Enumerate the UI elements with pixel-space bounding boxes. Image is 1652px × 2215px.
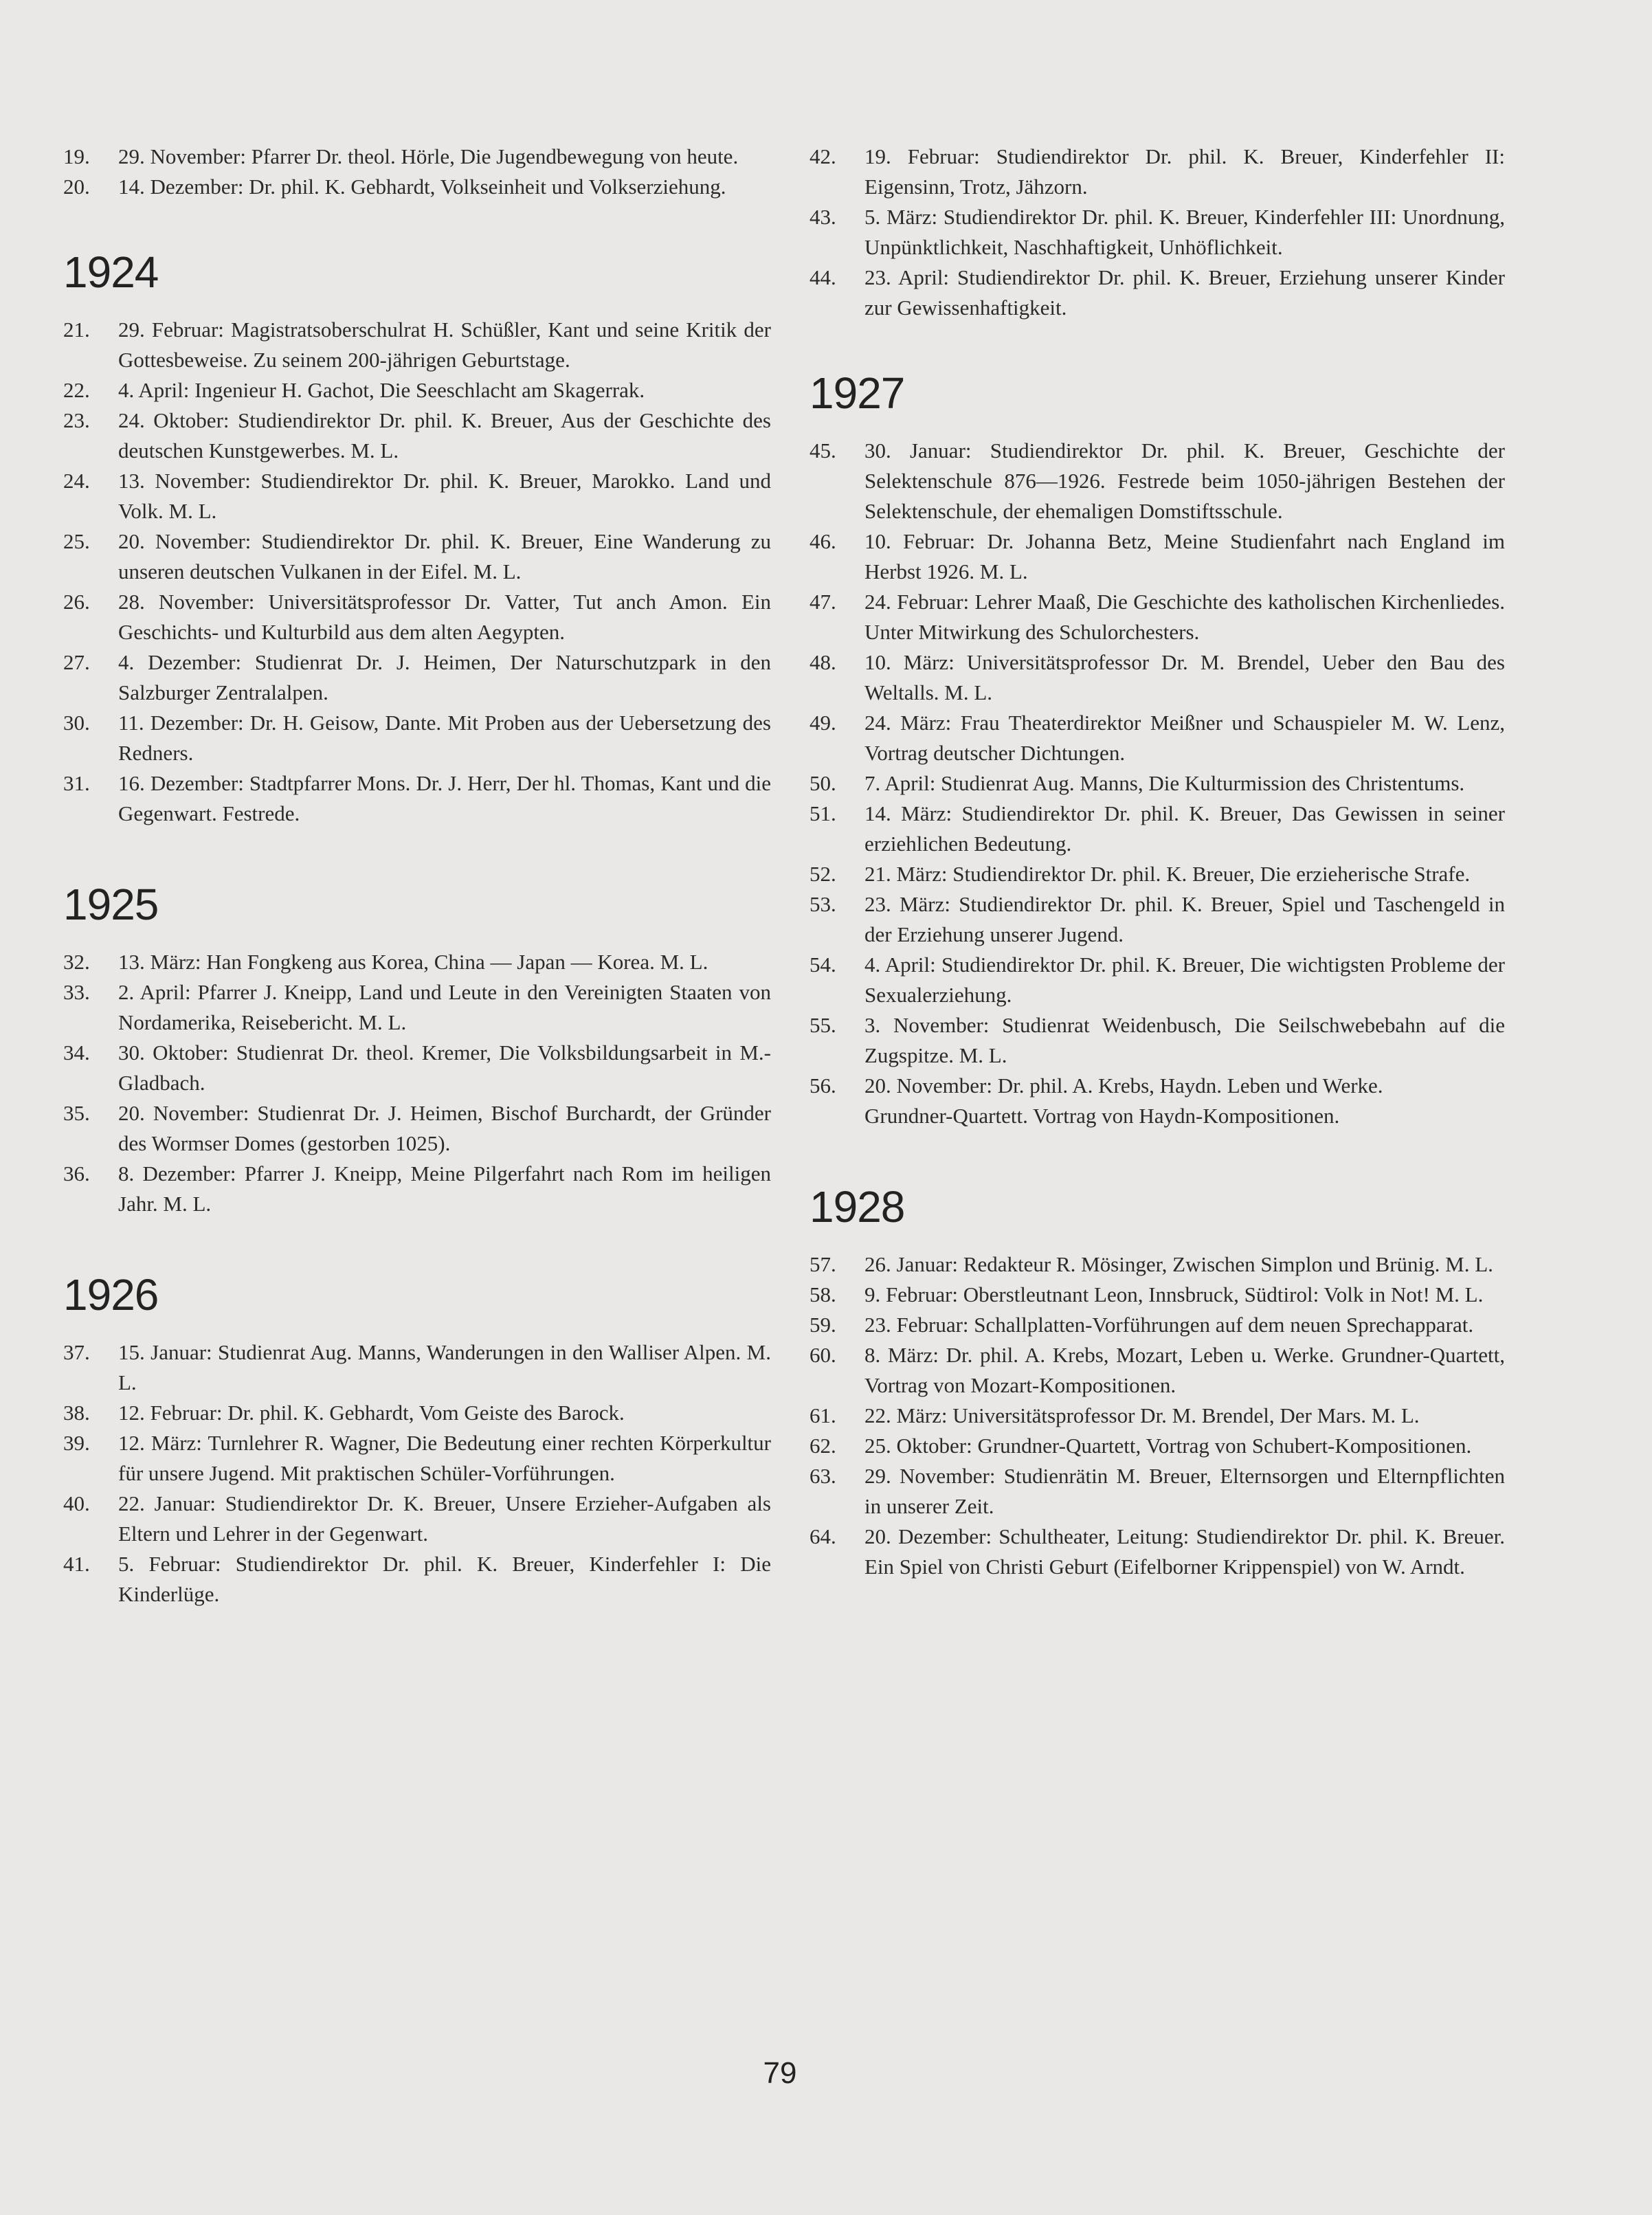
entry-number: 27. xyxy=(63,650,90,674)
entry-number: 34. xyxy=(63,1040,90,1065)
list-item xyxy=(63,768,771,829)
entry-number: 24. xyxy=(63,469,90,493)
entry-number: 53. xyxy=(810,892,836,916)
entry-number: 19. xyxy=(63,144,90,168)
list-item xyxy=(63,1549,771,1610)
list-item xyxy=(810,202,1505,263)
entry-text: 8. Dezember: Pfarrer J. Kneipp, Meine Pilgerfahrt nach Rom im heiligen Jahr. M. L. xyxy=(118,1161,771,1216)
list-item xyxy=(810,263,1505,323)
entry-text: 22. Januar: Studiendirektor Dr. K. Breuer, Unsere Erzieher-Aufgaben als Eltern und Lehrer in der Gegenwart. xyxy=(118,1491,771,1546)
entry-continuation: Grundner-Quartett. Vortrag von Haydn-Kompositionen. xyxy=(864,1104,1340,1128)
list-item xyxy=(810,799,1505,859)
entry-text: 4. April: Studiendirektor Dr. phil. K. Breuer, Die wichtigsten Probleme der Sexualerziehung. xyxy=(864,953,1505,1007)
list-item xyxy=(63,647,771,708)
entry-text: 24. März: Frau Theaterdirektor Meißner und Schauspieler M. W. Lenz, Vortrag deutscher Dichtungen. xyxy=(864,711,1505,765)
entry-text: 20. Dezember: Schultheater, Leitung: Studiendirektor Dr. phil. K. Breuer. Ein Spiel von Christi Geburt (Eifelborner Krippenspiel) von W. Arndt. xyxy=(864,1524,1505,1579)
entry-number: 42. xyxy=(810,144,836,168)
list-item xyxy=(63,1489,771,1549)
entry-text: 24. Oktober: Studiendirektor Dr. phil. K. Breuer, Aus der Geschichte des deutschen Kunstgewerbes. M. L. xyxy=(118,408,771,463)
entry-text: 20. November: Dr. phil. A. Krebs, Haydn. Leben und Werke. xyxy=(864,1073,1383,1098)
list-item xyxy=(810,1071,1505,1101)
entry-number: 56. xyxy=(810,1073,836,1098)
entry-text: 9. Februar: Oberstleutnant Leon, Innsbruck, Südtirol: Volk in Not! M. L. xyxy=(864,1282,1484,1306)
entry-text: 4. April: Ingenieur H. Gachot, Die Seeschlacht am Skagerrak. xyxy=(118,378,645,402)
entry-text: 20. November: Studiendirektor Dr. phil. K. Breuer, Eine Wanderung zu unseren deutschen Vulkanen in der Eifel. M. L. xyxy=(118,529,771,583)
list-item xyxy=(63,1428,771,1489)
entry-number: 49. xyxy=(810,711,836,735)
entry-text: 10. März: Universitätsprofessor Dr. M. Brendel, Ueber den Bau des Weltalls. M. L. xyxy=(864,650,1505,704)
list-item xyxy=(810,1522,1505,1582)
entry-text: 13. März: Han Fongkeng aus Korea, China — Japan — Korea. M. L. xyxy=(118,950,708,974)
list-item xyxy=(810,768,1505,799)
entry-text: 15. Januar: Studienrat Aug. Manns, Wanderungen in den Walliser Alpen. M. L. xyxy=(118,1340,771,1394)
list-item xyxy=(63,1159,771,1219)
entry-number: 57. xyxy=(810,1252,836,1276)
entry-number: 44. xyxy=(810,265,836,289)
year-heading-1925: 1925 xyxy=(63,880,159,929)
page-number: 79 xyxy=(763,2056,797,2090)
entry-number: 33. xyxy=(63,980,90,1004)
entry-text: 30. Oktober: Studienrat Dr. theol. Kremer, Die Volksbildungsarbeit in M.-Gladbach. xyxy=(118,1040,771,1095)
year-heading-1928: 1928 xyxy=(810,1182,905,1232)
entry-number: 58. xyxy=(810,1282,836,1306)
entry-number: 63. xyxy=(810,1464,836,1488)
list-item xyxy=(63,587,771,647)
list-item xyxy=(810,859,1505,889)
entry-text: 20. November: Studienrat Dr. J. Heimen, Bischof Burchardt, der Gründer des Wormser Domes (gestorben 1025). xyxy=(118,1101,771,1155)
entry-text: 19. Februar: Studiendirektor Dr. phil. K. Breuer, Kinderfehler II: Eigensinn, Trotz, Jähzorn. xyxy=(864,144,1505,199)
entry-number: 51. xyxy=(810,801,836,825)
list-item xyxy=(810,1249,1505,1280)
entry-text: 7. April: Studienrat Aug. Manns, Die Kulturmission des Christentums. xyxy=(864,771,1465,795)
entry-text: 5. Februar: Studiendirektor Dr. phil. K. Breuer, Kinderfehler I: Die Kinderlüge. xyxy=(118,1552,771,1606)
entry-number: 32. xyxy=(63,950,90,974)
entry-text: 12. Februar: Dr. phil. K. Gebhardt, Vom Geiste des Barock. xyxy=(118,1401,625,1425)
entry-text: 2. April: Pfarrer J. Kneipp, Land und Leute in den Vereinigten Staaten von Nordamerika, Reisebericht. M. L. xyxy=(118,980,771,1034)
entry-number: 38. xyxy=(63,1401,90,1425)
list-item xyxy=(810,1280,1505,1310)
list-item xyxy=(63,405,771,466)
entry-number: 61. xyxy=(810,1403,836,1427)
entry-number: 26. xyxy=(63,590,90,614)
entry-number: 43. xyxy=(810,205,836,229)
entry-text: 3. November: Studienrat Weidenbusch, Die Seilschwebebahn auf die Zugspitze. M. L. xyxy=(864,1013,1505,1067)
entry-text: 21. März: Studiendirektor Dr. phil. K. Breuer, Die erzieherische Strafe. xyxy=(864,862,1471,886)
entry-number: 54. xyxy=(810,953,836,977)
list-item xyxy=(810,1010,1505,1071)
entry-number: 25. xyxy=(63,529,90,553)
entry-number: 22. xyxy=(63,378,90,402)
list-item xyxy=(63,466,771,526)
entry-text: 23. April: Studiendirektor Dr. phil. K. Breuer, Erziehung unserer Kinder zur Gewissenhaftigkeit. xyxy=(864,265,1505,320)
entry-number: 55. xyxy=(810,1013,836,1037)
list-item xyxy=(63,375,771,405)
list-item xyxy=(810,1340,1505,1401)
list-item xyxy=(63,1337,771,1398)
entry-number: 46. xyxy=(810,529,836,553)
entry-text: 4. Dezember: Studienrat Dr. J. Heimen, Der Naturschutzpark in den Salzburger Zentralalpen. xyxy=(118,650,771,704)
entry-text: 29. November: Pfarrer Dr. theol. Hörle, Die Jugendbewegung von heute. xyxy=(118,144,739,168)
entry-number: 64. xyxy=(810,1524,836,1548)
entry-text: 23. März: Studiendirektor Dr. phil. K. Breuer, Spiel und Taschengeld in der Erziehung unserer Jugend. xyxy=(864,892,1505,946)
list-item xyxy=(63,1098,771,1159)
entry-text: 14. Dezember: Dr. phil. K. Gebhardt, Volkseinheit und Volkserziehung. xyxy=(118,175,726,199)
entry-number: 48. xyxy=(810,650,836,674)
list-item xyxy=(810,1461,1505,1522)
entry-text: 8. März: Dr. phil. A. Krebs, Mozart, Leben u. Werke. Grundner-Quartett, Vortrag von Mozart-Kompositionen. xyxy=(864,1343,1505,1397)
entry-text: 26. Januar: Redakteur R. Mösinger, Zwischen Simplon und Brünig. M. L. xyxy=(864,1252,1493,1276)
right-column xyxy=(810,142,1505,1582)
entry-number: 35. xyxy=(63,1101,90,1125)
list-item xyxy=(810,587,1505,647)
list-item xyxy=(810,708,1505,768)
entry-number: 36. xyxy=(63,1161,90,1186)
entry-text: 5. März: Studiendirektor Dr. phil. K. Breuer, Kinderfehler III: Unordnung, Unpünktlichkeit, Naschhaftigkeit, Unhöflichkeit. xyxy=(864,205,1505,259)
list-item xyxy=(63,526,771,587)
list-item xyxy=(63,172,771,202)
entry-text: 13. November: Studiendirektor Dr. phil. K. Breuer, Marokko. Land und Volk. M. L. xyxy=(118,469,771,523)
list-item xyxy=(810,1431,1505,1461)
entry-number: 30. xyxy=(63,711,90,735)
year-heading-1927: 1927 xyxy=(810,368,905,418)
list-item xyxy=(810,889,1505,950)
list-item xyxy=(810,526,1505,587)
list-item xyxy=(63,142,771,172)
list-item xyxy=(63,1038,771,1098)
entry-text: 29. Februar: Magistratsoberschulrat H. Schüßler, Kant und seine Kritik der Gottesbeweise. Zu seinem 200-jährigen Geburtstage. xyxy=(118,318,771,372)
entry-number: 39. xyxy=(63,1431,90,1455)
entry-text: 25. Oktober: Grundner-Quartett, Vortrag von Schubert-Kompositionen. xyxy=(864,1434,1472,1458)
list-item xyxy=(810,1310,1505,1340)
list-item xyxy=(63,1398,771,1428)
entry-text: 28. November: Universitätsprofessor Dr. Vatter, Tut anch Amon. Ein Geschichts- und Kulturbild aus dem alten Aegypten. xyxy=(118,590,771,644)
entry-number: 40. xyxy=(63,1491,90,1515)
list-item xyxy=(810,647,1505,708)
entry-text: 14. März: Studiendirektor Dr. phil. K. Breuer, Das Gewissen in seiner erziehlichen Bedeutung. xyxy=(864,801,1505,856)
entry-text: 10. Februar: Dr. Johanna Betz, Meine Studienfahrt nach England im Herbst 1926. M. L. xyxy=(864,529,1505,583)
entry-number: 62. xyxy=(810,1434,836,1458)
entry-number: 37. xyxy=(63,1340,90,1364)
list-item xyxy=(63,977,771,1038)
list-item xyxy=(63,315,771,375)
entry-text: 23. Februar: Schallplatten-Vorführungen auf dem neuen Sprechapparat. xyxy=(864,1313,1474,1337)
list-item xyxy=(810,436,1505,526)
entry-number: 21. xyxy=(63,318,90,342)
entry-text: 24. Februar: Lehrer Maaß, Die Geschichte des katholischen Kirchenliedes. Unter Mitwirkung des Schulorchesters. xyxy=(864,590,1505,644)
entry-text: 11. Dezember: Dr. H. Geisow, Dante. Mit Proben aus der Uebersetzung des Redners. xyxy=(118,711,771,765)
entry-number: 60. xyxy=(810,1343,836,1367)
left-column xyxy=(63,142,771,1610)
year-heading-1926: 1926 xyxy=(63,1270,159,1320)
year-heading-1924: 1924 xyxy=(63,247,159,297)
entry-number: 52. xyxy=(810,862,836,886)
entry-text: 22. März: Universitätsprofessor Dr. M. Brendel, Der Mars. M. L. xyxy=(864,1403,1420,1427)
entry-number: 59. xyxy=(810,1313,836,1337)
entry-number: 41. xyxy=(63,1552,90,1576)
entry-number: 45. xyxy=(810,438,836,463)
entry-text: 12. März: Turnlehrer R. Wagner, Die Bedeutung einer rechten Körperkultur für unsere Jugend. Mit praktischen Schüler-Vorführungen. xyxy=(118,1431,771,1485)
entry-number: 20. xyxy=(63,175,90,199)
entry-number: 47. xyxy=(810,590,836,614)
entry-number: 50. xyxy=(810,771,836,795)
entry-text: 29. November: Studienrätin M. Breuer, Elternsorgen und Elternpflichten in unserer Zeit. xyxy=(864,1464,1505,1518)
entry-number: 31. xyxy=(63,771,90,795)
entry-text: 30. Januar: Studiendirektor Dr. phil. K. Breuer, Geschichte der Selektenschule 876—1926. Festrede beim 1050-jährigen Bestehen der Selektenschule, der ehemaligen Domstiftsschule. xyxy=(864,438,1505,523)
list-item xyxy=(63,947,771,977)
list-item xyxy=(810,1401,1505,1431)
list-item xyxy=(63,708,771,768)
entry-text: 16. Dezember: Stadtpfarrer Mons. Dr. J. Herr, Der hl. Thomas, Kant und die Gegenwart. Festrede. xyxy=(118,771,771,825)
list-item xyxy=(810,142,1505,202)
entry-number: 23. xyxy=(63,408,90,432)
list-item xyxy=(810,950,1505,1010)
